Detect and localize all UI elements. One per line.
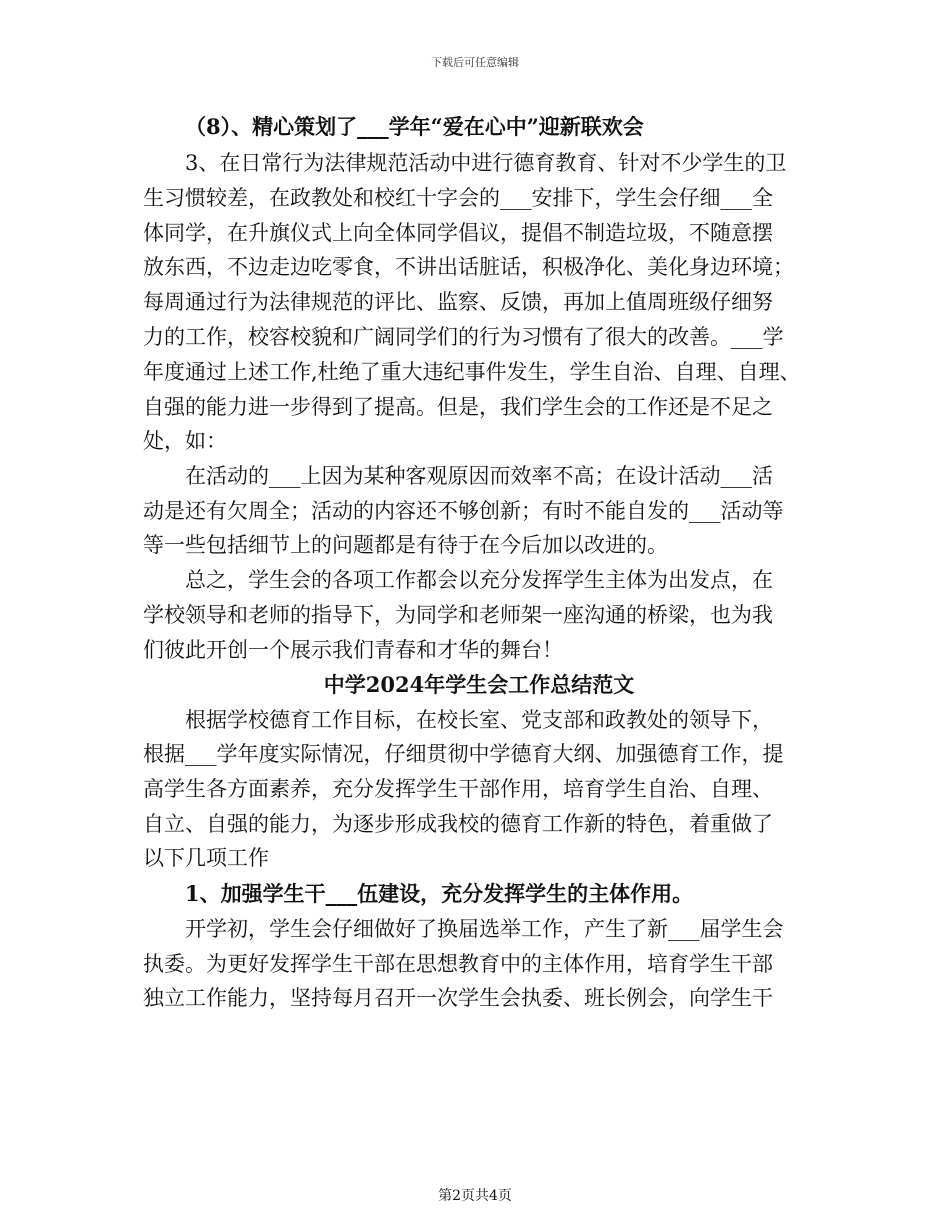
text-line: 放东西，不边走边吃零食，不讲出话脏话，积极净化、美化身边环境； [143,255,794,279]
text-line: 开学初，学生会仔细做好了换届选举工作，产生了新___届学生会 [185,917,784,941]
header-note: 下载后可任意编辑 [431,56,519,69]
text-line: 自强的能力进一步得到了提高。但是，我们学生会的工作还是不足之 [143,395,773,419]
text-line: 独立工作能力，坚持每月召开一次学生会执委、班长例会，向学生干 [143,986,773,1010]
text-line: 力的工作，校容校貌和广阔同学们的行为习惯有了很大的改善。___学 [143,325,784,349]
text-line: 以下几项工作 [143,846,269,870]
text-line: 中学2024年学生会工作总结范文 [323,672,635,697]
text-line: 每周通过行为法律规范的评比、监察、反馈，再加上值周班级仔细努 [143,290,773,314]
text-line: 1、加强学生干___伍建设，充分发挥学生的主体作用。 [185,881,694,906]
text-line: 总之，学生会的各项工作都会以充分发挥学生主体为出发点，在 [185,568,773,592]
text-line: 学校领导和老师的指导下，为同学和老师架一座沟通的桥梁，也为我 [143,603,773,627]
text-line: 执委。为更好发挥学生干部在思想教育中的主体作用，培育学生干部 [143,952,773,976]
text-line: 高学生各方面素养，充分发挥学生干部作用，培育学生自治、自理、 [143,777,773,801]
text-line: 处，如： [143,429,227,453]
text-line: 动是还有欠周全；活动的内容还不够创新；有时不能自发的___活动等 [143,499,784,523]
text-line: 自立、自强的能力，为逐步形成我校的德育工作新的特色，着重做了 [143,812,773,836]
text-line: 体同学，在升旗仪式上向全体同学倡议，提倡不制造垃圾，不随意摆 [143,221,773,245]
text-line: 等一些包括细节上的问题都是有待于在今后加以改进的。 [143,533,668,557]
text-line: 3、在日常行为法律规范活动中进行德育教育、针对不少学生的卫 [185,151,787,175]
text-line: 生习惯较差，在政教处和校红十字会的___安排下，学生会仔细___全 [143,186,773,210]
text-line: 们彼此开创一个展示我们青春和才华的舞台！ [143,638,563,662]
page-footer: 第2页共4页 [438,1188,512,1204]
text-line: 在活动的___上因为某种客观原因而效率不高；在设计活动___活 [185,464,773,488]
text-line: （8）、精心策划了___学年“爱在心中”迎新联欢会 [185,114,644,139]
text-line: 根据学校德育工作目标，在校长室、党支部和政教处的领导下， [185,708,773,732]
text-line: 年度通过上述工作,杜绝了重大违纪事件发生，学生自治、自理、自理、 [143,360,801,384]
text-line: 根据___学年度实际情况，仔细贯彻中学德育大纲、加强德育工作，提 [143,742,784,766]
